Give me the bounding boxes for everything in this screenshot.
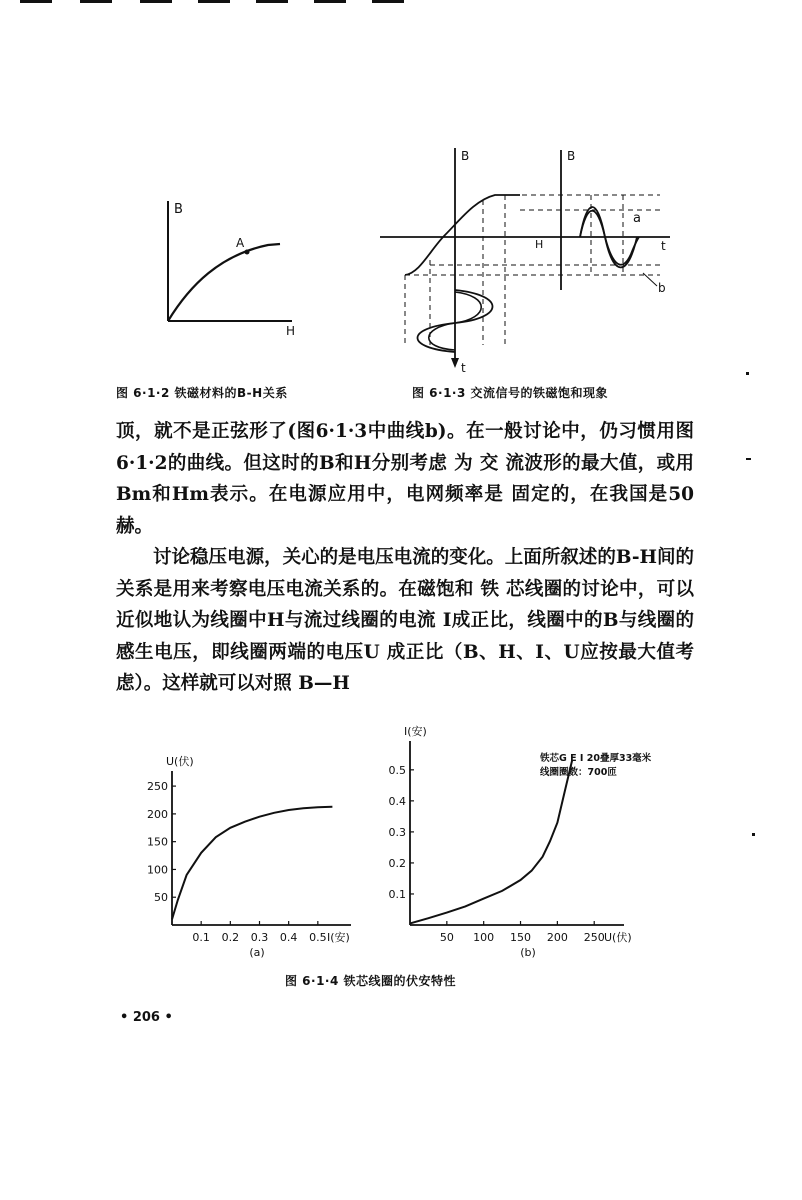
y-tick-label: 0.3: [388, 825, 406, 839]
page-number: • 206 •: [120, 1010, 173, 1025]
fig3-caption: 图 6·1·3 交流信号的铁磁饱和现象: [412, 386, 609, 400]
x-axis-label: I(安): [327, 931, 350, 944]
y-axis-label: I(安): [404, 725, 427, 738]
x-tick-label: 0.5: [309, 931, 327, 944]
fig3-label-a: a: [633, 211, 641, 226]
paragraph-2-text: 讨论稳压电源，关心的是电压电流的变化。上面所叙述的B-H间的关系是用来考察电压电流关系的。在磁饱和 铁 芯线圈的讨论中，可以近似地认为线圈中H与流过线圈的电流 I成正比，线圈中的B与线圈的感生电压，即线圈两端的电压U 成正比（B、H、I、U应按最大值考虑）。这样就可以对照 B—H: [116, 547, 694, 695]
y-tick-label: 0.2: [388, 856, 406, 870]
fig3-label-b-left: B: [461, 149, 470, 163]
figure-6-1-2: [150, 195, 310, 345]
x-tick-label: 0.4: [279, 931, 298, 944]
fig2-x-label: H: [286, 324, 296, 338]
x-tick-label: 50: [439, 931, 454, 944]
top-edge-mark: [20, 0, 52, 3]
fig3-label-b-right: B: [567, 149, 576, 163]
paragraph-1-text: 顶，就不是正弦形了(图6·1·3中曲线b)。在一般讨论中，仍习惯用图6·1·2的曲线。但这时的B和H分别考虑 为 交 流波形的最大值，或用Bm和Hm表示。在电源应用中，电网频率是 固定的，在我国是50赫。: [116, 421, 694, 537]
fig2-bh-curve: [168, 244, 280, 321]
figure-6-1-3: [375, 140, 695, 375]
curve: [410, 761, 572, 924]
top-edge-mark: [314, 0, 346, 3]
top-edge-mark: [256, 0, 288, 3]
fig2-point-a: [245, 250, 250, 255]
fig2-point-label: A: [236, 236, 245, 250]
y-tick-label: 0.1: [388, 887, 406, 901]
fig3-wave-b: [580, 207, 639, 265]
fig4-annotation: [540, 752, 651, 780]
x-tick-label: 0.3: [250, 931, 269, 944]
y-tick-label: 0.5: [388, 763, 406, 777]
x-tick-label: 0.2: [221, 931, 240, 944]
fig3-label-t-down: t: [461, 361, 466, 375]
x-tick-label: 250: [583, 931, 605, 944]
body-paragraph-2: [116, 542, 694, 700]
fig3-label-b: b: [658, 281, 666, 295]
y-tick-label: 50: [154, 891, 168, 905]
top-edge-mark: [140, 0, 172, 3]
y-tick-label: 250: [147, 780, 168, 794]
fig4-annotation-line2: 线圈圈数：700匝: [540, 767, 617, 778]
y-tick-label: 200: [147, 807, 168, 821]
fig4-annotation-line1: 铁芯G E I 20叠厚33毫米: [540, 753, 652, 764]
fig3-t-down-arrow: [451, 358, 459, 368]
y-tick-label: 150: [147, 835, 168, 849]
fig2-caption: 图 6·1·2 铁磁材料的B-H关系: [116, 386, 288, 400]
sub-caption: (b): [520, 946, 536, 959]
y-tick-label: 100: [147, 863, 168, 877]
x-tick-label: 200: [546, 931, 568, 944]
curve: [172, 807, 332, 920]
fig4-chart-a: [147, 725, 385, 970]
sub-caption: (a): [249, 946, 265, 959]
x-axis-label: U(伏): [604, 931, 632, 944]
x-tick-label: 150: [510, 931, 532, 944]
fig2-y-label: B: [174, 202, 183, 217]
y-tick-label: 0.4: [388, 794, 406, 808]
x-tick-label: 100: [473, 931, 495, 944]
body-paragraph-1: [116, 416, 694, 542]
x-tick-label: 0.1: [192, 931, 210, 944]
margin-dot: [746, 458, 751, 460]
top-edge-mark: [198, 0, 230, 3]
y-axis-label: U(伏): [166, 755, 194, 768]
fig3-label-t-right: t: [661, 239, 666, 253]
top-edge-mark: [372, 0, 404, 3]
margin-dot: [752, 833, 755, 836]
fig3-saturation-curve: [405, 195, 520, 275]
margin-dot: [746, 372, 749, 375]
fig4-caption: 图 6·1·4 铁芯线圈的伏安特性: [285, 974, 457, 988]
top-edge-mark: [80, 0, 112, 3]
fig3-label-h: H: [535, 238, 544, 251]
